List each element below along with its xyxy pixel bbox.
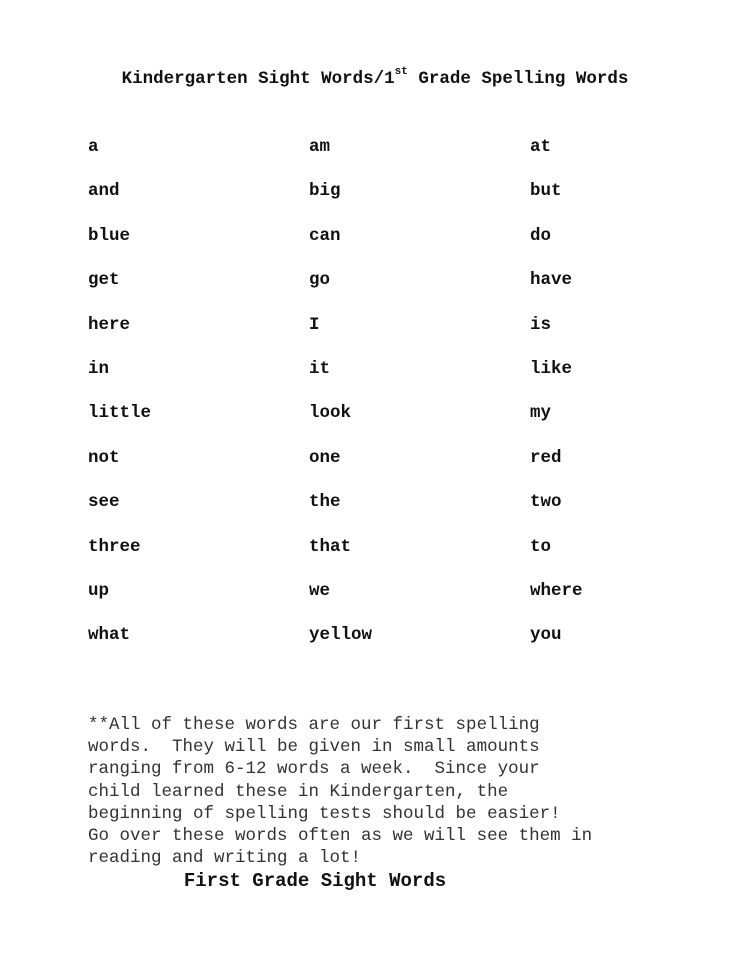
word: one bbox=[309, 447, 341, 468]
word: blue bbox=[88, 225, 131, 246]
word: big bbox=[309, 181, 341, 202]
word: here bbox=[88, 314, 131, 335]
word: am bbox=[309, 137, 331, 157]
word: and bbox=[88, 181, 120, 202]
word: my bbox=[530, 403, 552, 424]
word: the bbox=[309, 492, 341, 513]
title-superscript: st bbox=[394, 66, 408, 78]
word: do bbox=[530, 225, 552, 246]
word: red bbox=[530, 447, 562, 468]
note-line: ranging from 6-12 words a week. Since your bbox=[88, 759, 540, 780]
word: is bbox=[530, 314, 552, 335]
word: it bbox=[309, 358, 331, 379]
word: see bbox=[88, 492, 120, 513]
word: yellow bbox=[309, 625, 373, 646]
section-heading: First Grade Sight Words bbox=[183, 870, 447, 892]
word: you bbox=[530, 625, 562, 646]
page-title bbox=[0, 68, 750, 89]
word: in bbox=[88, 358, 110, 379]
note-line: **All of these words are our first spelling bbox=[88, 715, 540, 735]
note-line: words. They will be given in small amounts bbox=[88, 737, 540, 758]
word: go bbox=[309, 270, 331, 291]
word: up bbox=[88, 580, 110, 601]
note-line: beginning of spelling tests should be easier! bbox=[88, 803, 561, 824]
word: get bbox=[88, 270, 120, 291]
note-line: reading and writing a lot! bbox=[88, 848, 362, 869]
word: two bbox=[530, 492, 562, 513]
word: what bbox=[88, 625, 131, 646]
word: not bbox=[88, 447, 120, 468]
word: three bbox=[88, 536, 141, 557]
word: like bbox=[530, 358, 573, 379]
word: at bbox=[530, 137, 552, 157]
title-prefix: Kindergarten Sight Words/1 bbox=[121, 68, 395, 89]
word: look bbox=[309, 403, 352, 424]
word: a bbox=[88, 137, 99, 157]
note-line: Go over these words often as we will see them in bbox=[88, 826, 593, 847]
word: have bbox=[530, 270, 573, 291]
word: that bbox=[309, 536, 352, 557]
word: I bbox=[309, 314, 320, 335]
word: little bbox=[88, 403, 152, 424]
word: but bbox=[530, 181, 562, 202]
word: to bbox=[530, 536, 552, 557]
title-suffix: Grade Spelling Words bbox=[407, 68, 629, 89]
parent-note bbox=[88, 714, 688, 869]
word: we bbox=[309, 580, 331, 601]
word: can bbox=[309, 225, 341, 246]
note-line: child learned these in Kindergarten, the bbox=[88, 781, 509, 802]
word: where bbox=[530, 580, 583, 601]
